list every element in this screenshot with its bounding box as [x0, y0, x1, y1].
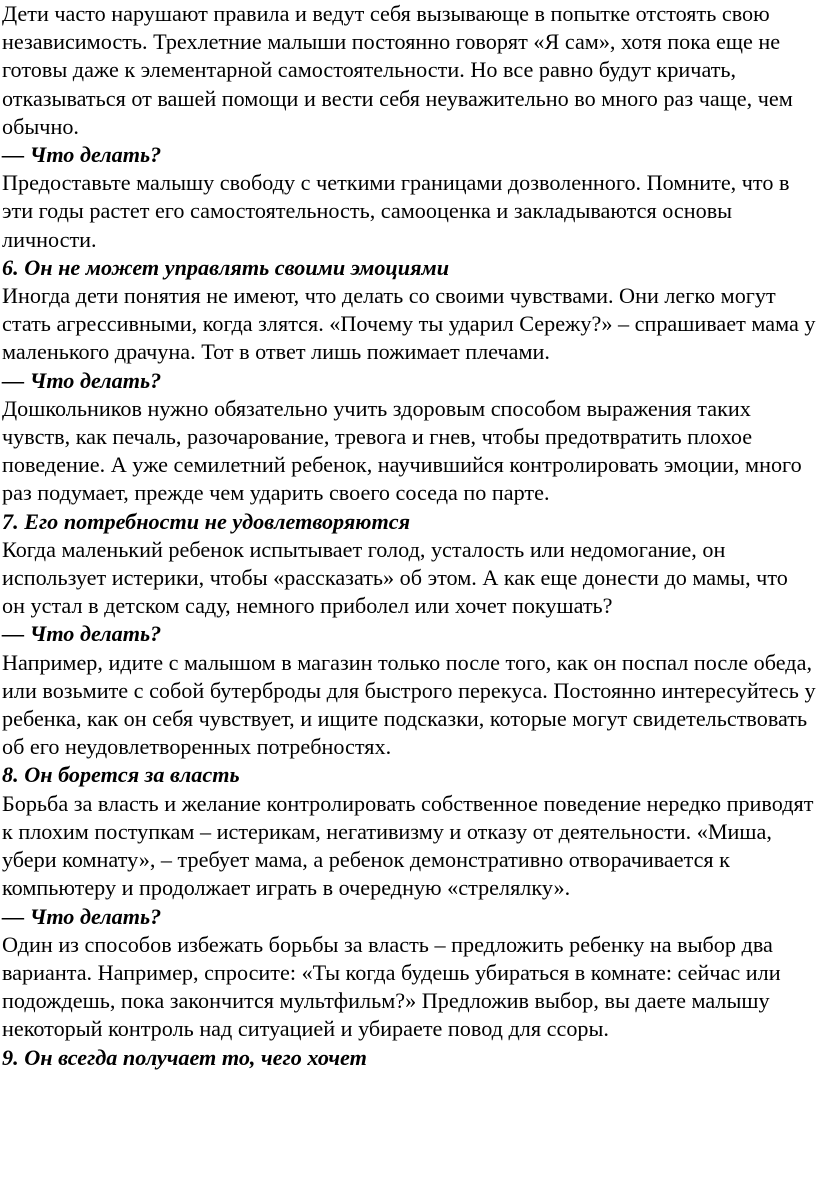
section-9-heading: 9. Он всегда получает то, чего хочет — [2, 1044, 367, 1070]
section-8-heading: 8. Он борется за власть — [2, 762, 240, 788]
advice-paragraph: Дошкольников нужно обязательно учить здоровым способом выражения таких чувств, как печаль, разочарование, тревога и гнев, чтобы предотвратить плохое поведение. А уже семилетний ребенок, научившийся контролировать эмоции, много раз подумает, прежде чем ударить своего соседа по парте. — [2, 395, 802, 506]
what-to-do-heading: — Что делать? — [2, 621, 162, 647]
section-6-text: Иногда дети понятия не имеют, что делать со своими чувствами. Они легко могут стать агрессивными, когда злятся. «Почему ты ударил Сережу?» – спрашивает мама у маленького драчуна. Тот в ответ лишь пожимает плечами. — [2, 283, 816, 365]
section-8-text: Борьба за власть и желание контролировать собственное поведение нередко приводят к плохим поступкам – истерикам, негативизму и отказу от деятельности. «Миша, убери комнату», – требует мама, а ребенок демонстративно отворачивается к компьютеру и продолжает играть в очередную «стрелялку». — [2, 790, 814, 901]
what-to-do-heading: — Что делать? — [2, 367, 162, 393]
what-to-do-heading: — Что делать? — [2, 142, 162, 168]
section-7-heading: 7. Его потребности не удовлетворяются — [2, 508, 411, 534]
section-7-text: Когда маленький ребенок испытывает голод, усталость или недомогание, он использует истерики, чтобы «рассказать» об этом. А как еще донести до мамы, что он устал в детском саду, немного приболел или хочет покушать? — [2, 536, 788, 619]
section-6-heading: 6. Он не может управлять своими эмоциями — [2, 254, 450, 280]
what-to-do-heading: — Что делать? — [2, 903, 162, 929]
advice-paragraph: Например, идите с малышом в магазин только после того, как он поспал после обеда, или возьмите с собой бутерброды для быстрого перекуса. Постоянно интересуйтесь у ребенка, как он себя чувствует, и ищите подсказки, которые могут свидетельствовать об его неудовлетворенных потребностях. — [2, 649, 816, 760]
advice-paragraph: Предоставьте малышу свободу с четкими границами дозволенного. Помните, что в эти годы растет его самостоятельность, самооценка и закладываются основы личности. — [2, 170, 790, 252]
advice-paragraph: Один из способов избежать борьбы за власть – предложить ребенку на выбор два варианта. Например, спросите: «Ты когда будешь убираться в комнате: сейчас или подождешь, пока закончится мультфильм?» Предложив выбор, вы даете малышу некоторый контроль над ситуацией и убираете повод для ссоры. — [2, 931, 781, 1042]
intro-paragraph: Дети часто нарушают правила и ведут себя вызывающе в попытке отстоять свою независимость. Трехлетние малыши постоянно говорят «Я сам», хотя пока еще не готовы даже к элементарной самостоятельности. Но все равно будут кричать, отказываться от вашей помощи и вести себя неуважительно во много раз чаще, чем обычно. — [2, 1, 793, 139]
